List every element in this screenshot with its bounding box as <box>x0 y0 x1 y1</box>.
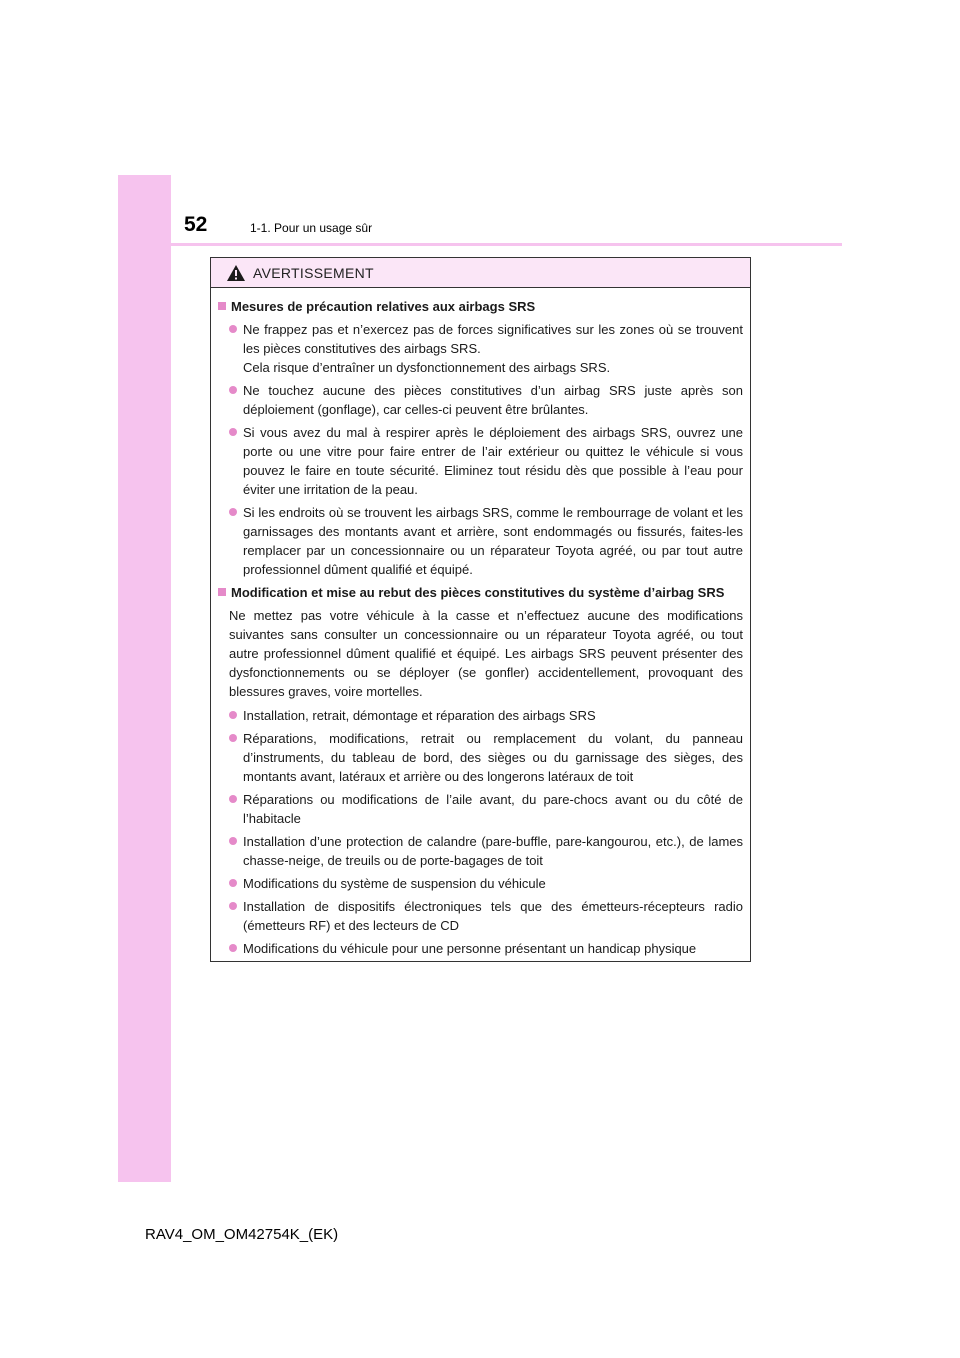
page-number: 52 <box>184 213 208 236</box>
list-item <box>229 874 743 893</box>
section1-heading-text: Mesures de précaution relatives aux airbags SRS <box>231 299 536 314</box>
list-item-text: Installation d’une protection de calandre (pare-buffle, pare-kangourou, etc.), de lames chasse-neige, de treuils ou de porte-bagages de toit <box>243 834 743 868</box>
list-item <box>229 790 743 828</box>
list-item-text: Réparations, modifications, retrait ou remplacement du volant, du panneau d’instruments, du tableau de bord, des sièges ou du garnissage des sièges, des montants avant, latéraux et arrière ou des longerons latéraux de toit <box>243 731 743 784</box>
round-bullet-icon <box>229 734 237 742</box>
list-item-text: Installation, retrait, démontage et réparation des airbags SRS <box>243 708 596 723</box>
list-item <box>229 729 743 786</box>
list-item <box>229 320 743 377</box>
warning-header <box>211 258 750 288</box>
list-item-text: Si les endroits où se trouvent les airbags SRS, comme le rembourrage de volant et les garnissages des montants avant et arrière, sont endommagés ou fissurés, faites-les remplacer par un concessionnaire ou un réparateur Toyota agréé, ou par tout autre professionnel dûment qualifié et équipé. <box>243 505 743 577</box>
square-bullet-icon <box>218 302 226 310</box>
square-bullet-icon <box>218 588 226 596</box>
warning-triangle-icon <box>227 265 245 281</box>
list-item-text: Ne touchez aucune des pièces constitutives d’un airbag SRS juste après son déploiement (gonflage), car celles-ci peuvent être brûlantes. <box>243 383 743 417</box>
list-item-text: Modifications du système de suspension du véhicule <box>243 876 546 891</box>
document-code: RAV4_OM_OM42754K_(EK) <box>145 1226 339 1243</box>
round-bullet-icon <box>229 428 237 436</box>
list-item <box>229 381 743 419</box>
section2-heading-text: Modification et mise au rebut des pièces constitutives du système d’airbag SRS <box>231 585 725 600</box>
section-title: 1-1. Pour un usage sûr <box>250 221 373 235</box>
header-rule <box>171 243 842 246</box>
section2-paragraph: Ne mettez pas votre véhicule à la casse et n’effectuez aucune des modifications suivantes sans consulter un concessionnaire ou un réparateur Toyota agréé, ou tout autre professionnel dûment qualifié et équipé. Les airbags SRS peuvent présenter des dysfonctionnements ou se déployer (se gonfler) accidentellement, provoquant des blessures graves, voire mortelles. <box>229 608 743 699</box>
warning-box <box>210 257 751 962</box>
bullet-note: Cela risque d’entraîner un dysfonctionnement des airbags SRS. <box>243 360 611 375</box>
list-item-text: Modifications du véhicule pour une personne présentant un handicap physique <box>243 941 697 956</box>
bullet-text: Ne frappez pas et n’exercez pas de forces significatives sur les zones où se trouvent les pièces constitutives des airbags SRS. <box>243 322 743 356</box>
round-bullet-icon <box>229 795 237 803</box>
round-bullet-icon <box>229 386 237 394</box>
list-item-text <box>243 320 743 377</box>
list-item <box>229 897 743 935</box>
list-item <box>229 939 743 958</box>
round-bullet-icon <box>229 837 237 845</box>
round-bullet-icon <box>229 711 237 719</box>
section2-heading <box>218 583 743 602</box>
side-color-strip <box>118 175 171 1182</box>
section1-heading <box>218 297 743 316</box>
list-item <box>229 706 743 725</box>
list-item <box>229 503 743 579</box>
round-bullet-icon <box>229 879 237 887</box>
round-bullet-icon <box>229 902 237 910</box>
list-item-text: Si vous avez du mal à respirer après le déploiement des airbags SRS, ouvrez une porte ou une vitre pour faire entrer de l’air extérieur ou quittez le véhicule si vous pouvez le faire en toute sécurité. Eliminez tout résidu dès que possible à l’eau pour éviter une irritation de la peau. <box>243 425 743 497</box>
warning-title: AVERTISSEMENT <box>253 264 374 281</box>
round-bullet-icon <box>229 325 237 333</box>
list-item-text: Réparations ou modifications de l’aile avant, du pare-chocs avant ou du côté de l’habitacle <box>243 792 743 826</box>
list-item <box>229 423 743 499</box>
round-bullet-icon <box>229 944 237 952</box>
list-item <box>229 832 743 870</box>
list-item-text: Installation de dispositifs électroniques tels que des émetteurs-récepteurs radio (émetteurs RF) et des lecteurs de CD <box>243 899 743 933</box>
round-bullet-icon <box>229 508 237 516</box>
warning-body <box>211 288 750 958</box>
